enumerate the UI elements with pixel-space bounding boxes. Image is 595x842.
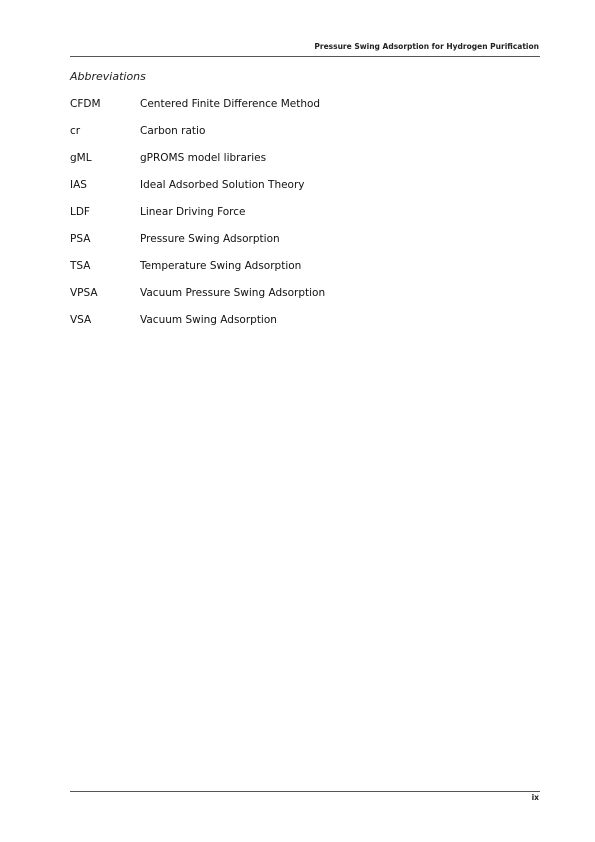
abbreviation-term: TSA bbox=[70, 260, 91, 272]
abbreviation-term: VSA bbox=[70, 314, 92, 326]
section-title: Abbreviations bbox=[70, 70, 146, 83]
abbreviation-term: LDF bbox=[70, 206, 90, 218]
abbreviation-row bbox=[70, 151, 540, 178]
abbreviation-row bbox=[70, 313, 540, 340]
abbreviation-row bbox=[70, 286, 540, 313]
abbreviation-term: cr bbox=[70, 125, 81, 137]
abbreviation-definition: Pressure Swing Adsorption bbox=[140, 233, 280, 245]
abbreviation-row bbox=[70, 232, 540, 259]
abbreviation-term: CFDM bbox=[70, 98, 101, 110]
abbreviation-definition: Temperature Swing Adsorption bbox=[140, 260, 302, 272]
abbreviation-term: VPSA bbox=[70, 287, 98, 299]
abbreviation-list bbox=[70, 97, 540, 340]
abbreviation-row bbox=[70, 124, 540, 151]
abbreviation-definition: Vacuum Swing Adsorption bbox=[140, 314, 277, 326]
header-divider bbox=[70, 56, 540, 57]
page-number: ix bbox=[531, 793, 539, 802]
abbreviation-definition: Linear Driving Force bbox=[140, 206, 246, 218]
abbreviation-definition: Centered Finite Difference Method bbox=[140, 98, 321, 110]
abbreviation-definition: gPROMS model libraries bbox=[140, 152, 267, 164]
abbreviation-definition: Vacuum Pressure Swing Adsorption bbox=[140, 287, 326, 299]
abbreviation-row bbox=[70, 205, 540, 232]
abbreviation-definition: Ideal Adsorbed Solution Theory bbox=[140, 179, 305, 191]
running-header: Pressure Swing Adsorption for Hydrogen Purification bbox=[314, 42, 539, 51]
footer-divider bbox=[70, 791, 540, 792]
abbreviation-row bbox=[70, 178, 540, 205]
abbreviation-term: IAS bbox=[70, 179, 87, 191]
abbreviation-row bbox=[70, 259, 540, 286]
abbreviation-definition: Carbon ratio bbox=[140, 125, 206, 137]
abbreviation-term: gML bbox=[70, 152, 92, 164]
abbreviation-row bbox=[70, 97, 540, 124]
abbreviation-term: PSA bbox=[70, 233, 91, 245]
